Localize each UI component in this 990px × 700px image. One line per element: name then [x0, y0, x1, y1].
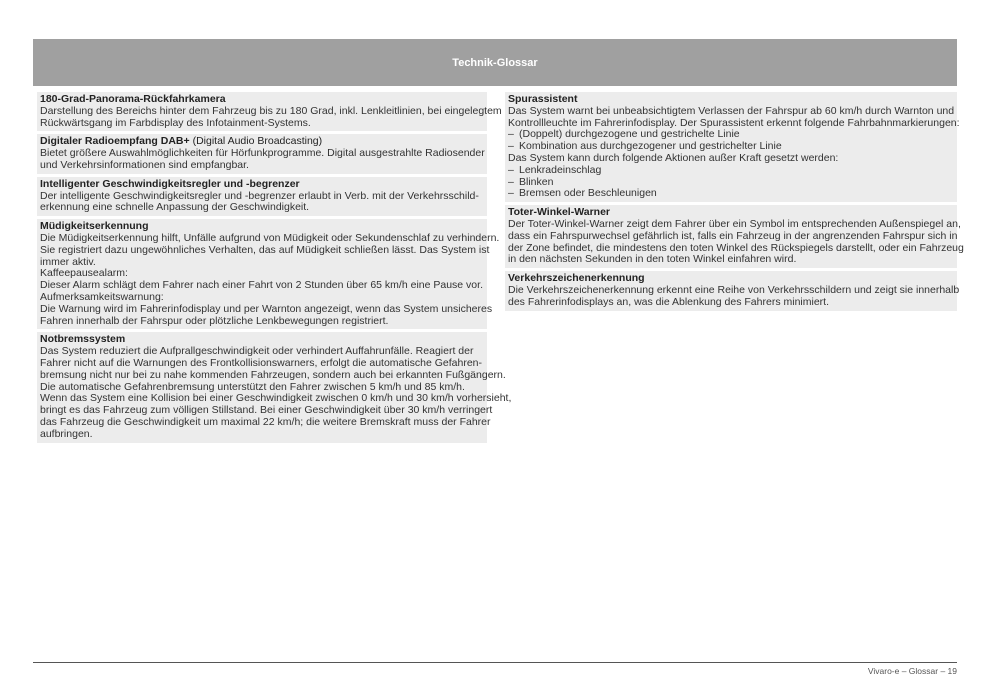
entry-text-line: Der Toter-Winkel-Warner zeigt dem Fahrer über ein Symbol im entsprechenden Außenspiegel an,: [508, 217, 961, 230]
entry-text-line: dass ein Fahrspurwechsel gefährlich ist, falls ein Fahrzeug in der angrenzenden Fahrspur sich in: [508, 229, 958, 242]
bullet-text: Lenkradeinschlag: [519, 163, 602, 176]
glossary-entry-geschwindigkeitsregler: [37, 177, 487, 216]
footer-divider: [33, 662, 957, 663]
entry-text-line: Fahren innerhalb der Fahrspur oder plötzliche Lenkbewegungen registriert.: [40, 314, 389, 327]
glossary-entry-notbremssystem: [37, 332, 512, 442]
entry-title: Spurassistent: [508, 93, 578, 105]
entry-text-line: aufbringen.: [40, 427, 93, 440]
entry-text-line: in den nächsten Sekunden in den toten Winkel einfahren wird.: [508, 253, 797, 266]
page-title: Technik-Glossar: [452, 56, 538, 69]
entry-text-line: Die Warnung wird im Fahrerinfodisplay und per Warnton angezeigt, wenn das System unsicheres: [40, 302, 493, 315]
entry-text-line: das Fahrzeug die Geschwindigkeit um maximal 22 km/h; die weitere Bremskraft muss der Fahrer: [40, 415, 491, 428]
bullet-text: Blinken: [519, 175, 554, 188]
right-column: [505, 92, 964, 311]
entry-text-line: Kaffeepausealarm:: [40, 267, 128, 280]
bullet-text: Bremsen oder Beschleunigen: [519, 187, 657, 200]
entry-text-line: des Fahrerinfodisplays an, was die Ablenkung des Fahrers minimiert.: [508, 295, 829, 308]
entry-title: Müdigkeitserkennung: [40, 220, 149, 233]
bullet-dash: –: [508, 140, 514, 153]
entry-title: Intelligenter Geschwindigkeitsregler und -begrenzer: [40, 177, 300, 190]
entry-text-line: Wenn das System eine Kollision bei einer Geschwindigkeit zwischen 0 km/h und 30 km/h vorhersieht,: [40, 392, 512, 405]
bullet-dash: –: [508, 128, 514, 141]
entry-title: Verkehrszeichenerkennung: [508, 272, 645, 285]
entry-text-line: Die Verkehrszeichenerkennung erkennt eine Reihe von Verkehrsschildern und zeigt sie innerhalb: [508, 283, 960, 296]
entry-text-line: Das System kann durch folgende Aktionen außer Kraft gesetzt werden:: [508, 151, 839, 164]
glossary-entry-rueckfahrkamera: [37, 92, 502, 131]
entry-text-line: Sie registriert dazu ungewöhnliches Verhalten, das auf Müdigkeit schließen lässt. Das System ist: [40, 243, 490, 256]
bullet-text: (Doppelt) durchgezogene und gestrichelte Linie: [519, 128, 740, 141]
entry-text-line: immer aktiv.: [40, 255, 96, 268]
glossary-entry-spurassistent: [505, 92, 960, 202]
glossary-entry-toter-winkel-warner: [505, 205, 964, 268]
entry-text-line: Darstellung des Bereichs hinter dem Fahrzeug bis zu 180 Grad, inkl. Lenkleitlinien, bei eingelegtem: [40, 104, 502, 117]
entry-title: Notbremssystem: [40, 333, 126, 346]
page-header-bar: [33, 39, 957, 86]
entry-text-line: der Zone befindet, die mindestens den toten Winkel des Rückspiegels darstellt, oder ein Fahrzeug: [508, 241, 964, 254]
entry-text-line: Das System warnt bei unbeabsichtigtem Verlassen der Fahrspur ab 60 km/h durch Warnton und: [508, 104, 955, 117]
entry-text-line: Die automatische Gefahrenbremsung unterstützt den Fahrer zwischen 5 km/h und 85 km/h.: [40, 380, 465, 393]
entry-text-line: Die Müdigkeitserkennung hilft, Unfälle aufgrund von Müdigkeit oder Sekundenschlaf zu verhindern.: [40, 231, 500, 244]
bullet-item: [508, 165, 953, 177]
entry-title: 180-Grad-Panorama-Rückfahrkamera: [40, 93, 226, 105]
entry-text-line: Der intelligente Geschwindigkeitsregler und -begrenzer erlaubt in Verb. mit der Verkehrsschild-: [40, 189, 479, 202]
glossary-entry-muedigkeitserkennung: [37, 219, 500, 329]
entry-text-line: Kontrollleuchte im Fahrerinfodisplay. Der Spurassistent erkennt folgende Fahrbahnmarkierungen:: [508, 116, 960, 129]
entry-text-line: und Verkehrsinformationen sind empfangbar.: [40, 158, 249, 171]
glossary-entry-verkehrszeichenerkennung: [505, 271, 960, 310]
entry-text-line: Dieser Alarm schlägt dem Fahrer nach einer Fahrt von 2 Stunden über 65 km/h eine Pause vor.: [40, 279, 483, 292]
entry-text-line: bringt es das Fahrzeug zum völligen Stillstand. Bei einer Geschwindigkeit über 30 km/h verringert: [40, 404, 493, 417]
bullet-dash: –: [508, 163, 514, 176]
left-column: [37, 92, 512, 443]
bullet-item: [508, 188, 953, 200]
glossary-entry-dab: [37, 134, 487, 173]
bullet-text: Kombination aus durchgezogener und gestrichelter Linie: [519, 140, 782, 153]
entry-text-line: Aufmerksamkeitswarnung:: [40, 290, 164, 303]
entry-title: Digitaler Radioempfang DAB+: [40, 135, 190, 148]
entry-text-line: bremsung nicht nur bei zu nahe kommenden Fahrzeugen, sondern auch bei erkannten Fußgängern.: [40, 368, 506, 381]
entry-text-line: Rückwärtsgang im Farbdisplay des Infotainment-Systems.: [40, 116, 311, 129]
entry-text-line: Das System reduziert die Aufprallgeschwindigkeit oder verhindert Auffahrunfälle. Reagiert der: [40, 345, 474, 358]
entry-text-line: Bietet größere Auswahlmöglichkeiten für Hörfunkprogramme. Digital ausgestrahlte Radiosender: [40, 147, 485, 160]
entry-text-line: Fahrer nicht auf die Warnungen des Frontkollisionswarners, erfolgt die automatische Gefahren-: [40, 356, 482, 369]
bullet-dash: –: [508, 175, 514, 188]
bullet-dash: –: [508, 187, 514, 200]
entry-title: Toter-Winkel-Warner: [508, 206, 610, 219]
entry-title-suffix: (Digital Audio Broadcasting): [189, 135, 323, 148]
page-footer: Vivaro-e – Glossar – 19: [867, 666, 957, 676]
entry-text-line: erkennung eine schnelle Anpassung der Geschwindigkeit.: [40, 201, 310, 214]
